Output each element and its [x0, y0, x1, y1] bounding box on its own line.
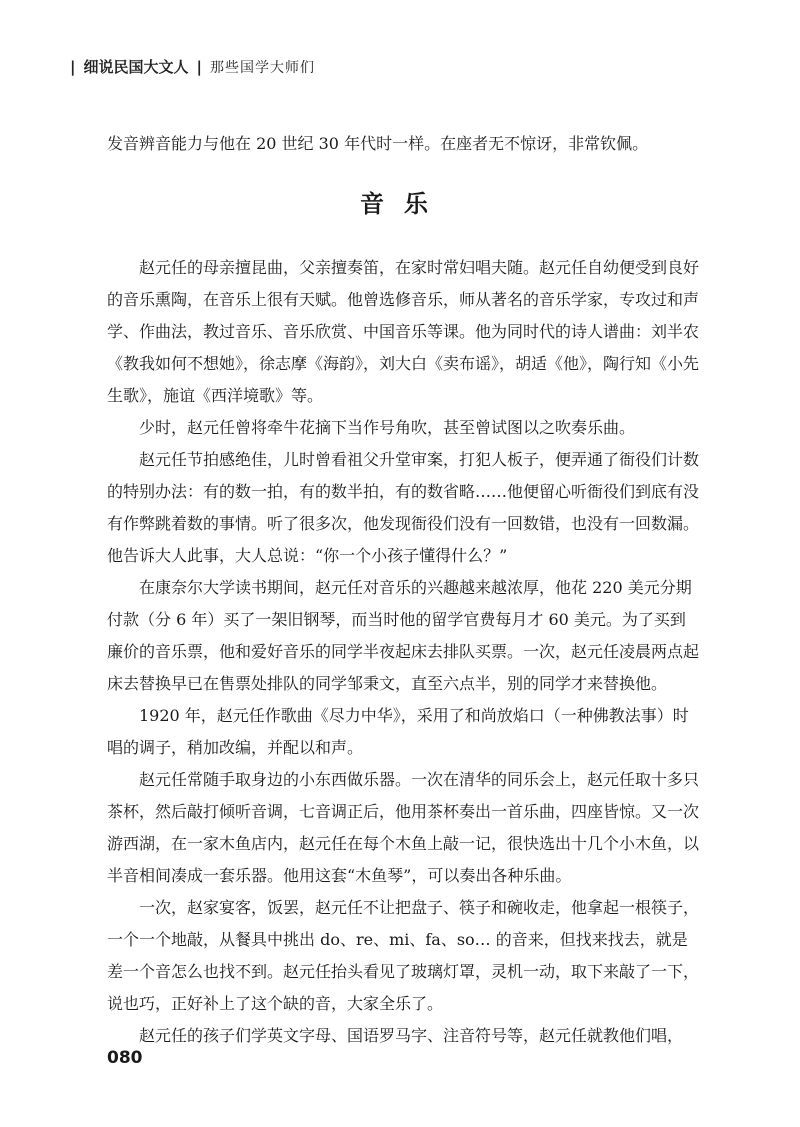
- book-title: 细说民国大文人: [83, 58, 189, 76]
- paragraph: 1920 年，赵元任作歌曲《尽力中华》，采用了和尚放焰口（一种佛教法事）时唱的调子，稍加改编，并配以和声。: [107, 706, 689, 757]
- page-number: 080: [107, 1048, 143, 1068]
- page-body: [107, 128, 701, 1052]
- paragraph: 一次，赵家宴客，饭罢，赵元任不让把盘子、筷子和碗收走，他拿起一根筷子，一个一个地敲，从餐具中挑出 do、re、mi、fa、so… 的音来，但找来找去，就是差一个音怎么也找不到。赵元任抬头看见了玻璃灯罩，灵机一动，取下来敲了一下，说也巧，正好补上了这个缺的音，大家全乐了。: [107, 898, 700, 1013]
- paragraph: 在康奈尔大学读书期间，赵元任对音乐的兴趣越来越浓厚，他花 220 美元分期付款（分 6 年）买了一架旧钢琴，而当时他的留学官费每月才 60 美元。为了买到廉价的音乐票，他和爱好音乐的同学半夜起床去排队买票。一次，赵元任凌晨两点起床去替换早已在售票处排队的同学邹秉文，直至六点半，别的同学才来替换他。: [107, 578, 700, 693]
- paragraph: 赵元任常随手取身边的小东西做乐器。一次在清华的同乐会上，赵元任取十多只茶杯，然后敲打倾听音调，七音调正后，他用茶杯奏出一首乐曲，四座皆惊。又一次游西湖，在一家木鱼店内，赵元任在每个木鱼上敲一记，很快选出十几个小木鱼，以半音相间凑成一套乐器。他用这套“木鱼琴”，可以奏出各种乐曲。: [107, 770, 700, 885]
- paragraph: 赵元任的孩子们学英文字母、国语罗马字、注音符号等，赵元任就教他们唱，: [139, 1026, 684, 1045]
- paragraph: 少时，赵元任曾将牵牛花摘下当作号角吹，甚至曾试图以之吹奏乐曲。: [139, 418, 636, 437]
- paragraph: 赵元任的母亲擅昆曲，父亲擅奏笛，在家时常妇唱夫随。赵元任自幼便受到良好的音乐熏陶，在音乐上很有天赋。他曾选修音乐，师从著名的音乐学家，专攻过和声学、作曲法，教过音乐、音乐欣赏、中国音乐等课。他为同时代的诗人谱曲：刘半农《教我如何不想她》，徐志摩《海韵》，刘大白《卖布谣》，胡适《他》，陶行知《小先生歌》，施谊《西洋境歌》等。: [107, 258, 700, 405]
- running-header: [70, 56, 315, 77]
- header-divider: |: [70, 57, 76, 76]
- continued-paragraph: 发音辨音能力与他在 20 世纪 30 年代时一样。在座者无不惊讶，非常钦佩。: [107, 134, 649, 153]
- header-divider: |: [196, 57, 202, 76]
- section-title: 音乐: [360, 189, 448, 218]
- paragraph: 赵元任节拍感绝佳，儿时曾看祖父升堂审案，打犯人板子，便弄通了衙役们计数的特别办法：有的数一拍，有的数半拍，有的数省略……他便留心听衙役们到底有没有作弊跳着数的事情。听了很多次，他发现衙役们没有一回数错，也没有一回数漏。他告诉大人此事，大人总说：“你一个小孩子懂得什么？”: [107, 450, 700, 565]
- book-subtitle: 那些国学大师们: [209, 59, 315, 76]
